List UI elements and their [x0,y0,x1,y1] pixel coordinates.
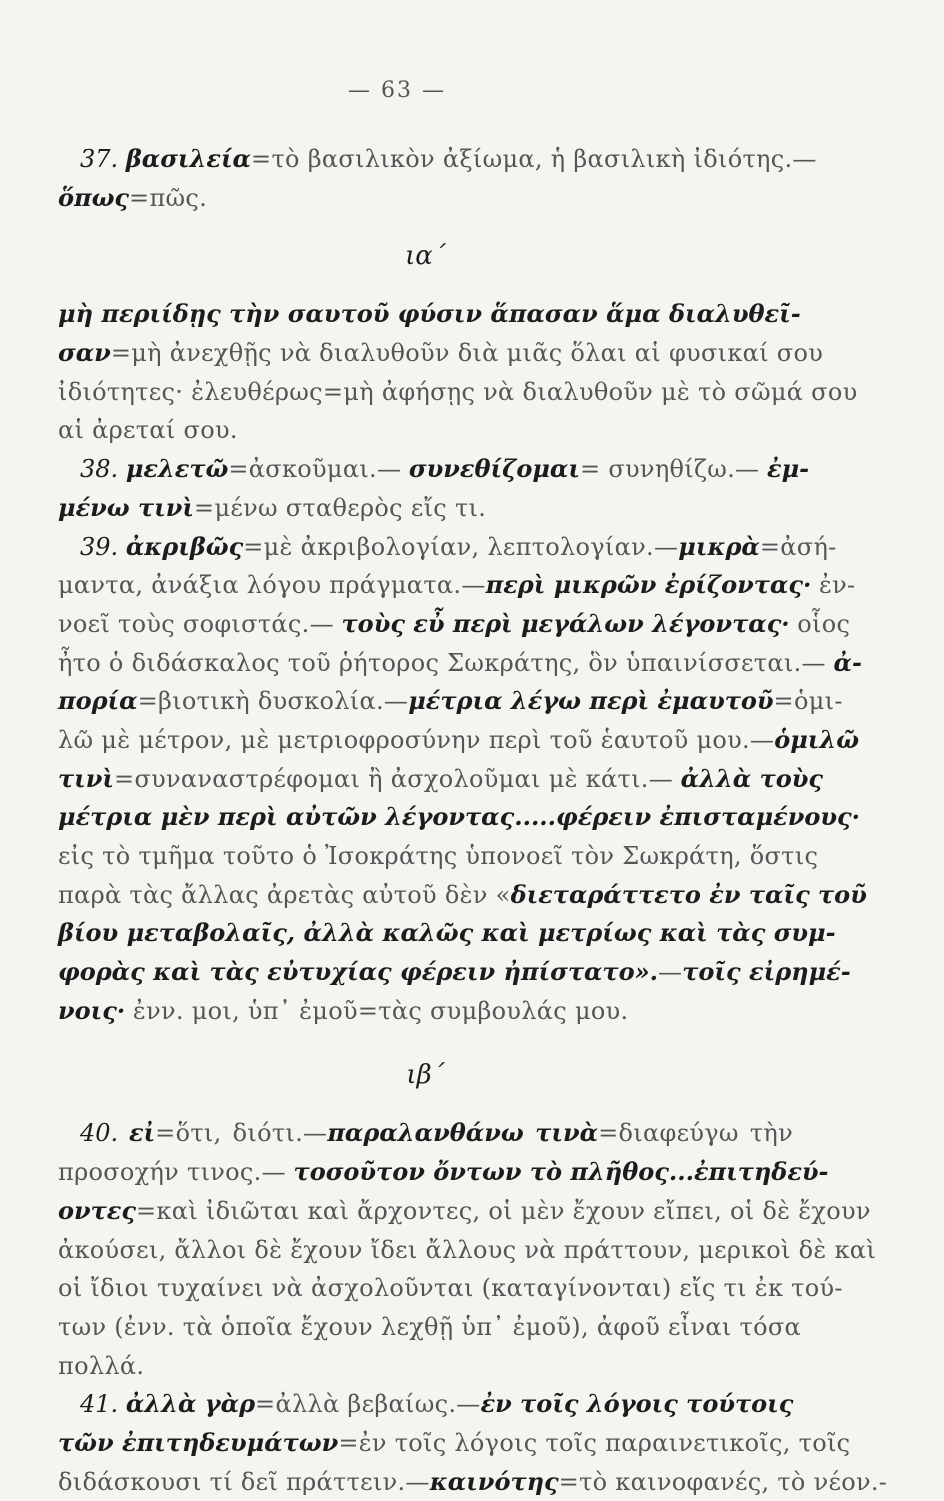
text-line [58,721,860,760]
lemma: εἰ [128,1118,156,1148]
gloss: =μένω σταθερὸς εἴς τι. [194,493,487,522]
lemma: ἐν τοῖς λόγοις τούτοις [480,1389,794,1419]
text-line [58,1153,829,1192]
gloss: οἷος [797,609,851,638]
text-line [58,605,851,644]
lemma: μένω τινὶ [58,492,195,522]
lemma: ἀ- [833,647,862,677]
text-line [58,1192,871,1231]
gloss: =ὁμι- [773,687,843,716]
lemma: τῶν ἐπιτηδευμάτων [58,1427,339,1457]
gloss: λῶ μὲ μέτρον, μὲ μετριοφροσύνην περὶ τοῦ ἑαυτοῦ μου.— [58,725,775,754]
text-line [58,1385,793,1424]
text-line [58,876,867,915]
gloss: αἱ ἀρεταί σου. [58,416,238,445]
text-line [58,295,801,334]
note-number: 38. [80,455,119,484]
text-line [58,682,843,721]
text-line [58,1424,851,1463]
text-line [58,760,824,799]
commentary-text [58,140,888,1501]
text-line [58,953,851,992]
text-line [58,334,824,373]
lemma: τοὺς εὖ περὶ μεγάλων λέγοντας· [341,608,790,638]
gloss: =τὸ βασιλικὸν ἀξίωμα, ἡ βασιλικὴ ἰδιότης.— [251,145,817,173]
lemma: καινότης [429,1466,559,1496]
gloss: των (ἐνν. τὰ ὁποῖα ἔχουν λεχθῇ ὑπ᾽ ἐμοῦ), ἀφοῦ εἶναι τόσα [58,1312,802,1341]
text-line [58,1463,888,1501]
lemma: ἀκριβῶς [125,531,244,561]
text-line [58,837,819,876]
lemma: ὅπως [58,182,130,212]
text-line [58,1347,793,1386]
gloss: =καὶ ἰδιῶται καὶ ἄρχοντες, οἱ μὲν ἔχουν εἴπει, οἱ δὲ ἔχουν [136,1196,871,1225]
text-line [58,528,837,567]
gloss: προσοχήν τινος.— [58,1158,286,1187]
lemma: ἀλλὰ τοὺς [680,763,824,793]
note-number: 37. [80,145,119,173]
gloss: =βιοτικὴ δυσκολία.— [137,687,409,716]
gloss: εἰς τὸ τμῆμα τοῦτο ὁ Ἰσοκράτης ὑπονοεῖ τὸν Σωκράτη, ὅστις [58,842,819,870]
section-heading-ia: ια΄ [405,241,446,272]
lemma: σαν [58,338,111,368]
gloss: ἀκούσει, ἄλλοι δὲ ἔχουν ἴδει ἄλλους νὰ πράττουν, μερικοὶ δὲ καὶ [58,1235,877,1264]
gloss: =συναναστρέφομαι ἢ ἀσχολοῦμαι μὲ κάτι.— [114,764,674,793]
gloss: ἦτο ὁ διδάσκαλος τοῦ ῥήτορος Σωκράτης, ὃν ὑπαινίσσεται.— [58,648,826,677]
gloss: παρὰ τὰς ἄλλας ἀρετὰς αὐτοῦ δὲν « [58,880,511,909]
gloss: =ἀλλὰ βεβαίως.— [255,1390,481,1419]
gloss: =μὲ ἀκριβολογίαν, λεπτολογίαν.— [243,532,679,561]
text-line [58,992,793,1031]
gloss: = συνηθίζω.— [580,455,760,484]
text-line [58,411,793,450]
page-number: — 63 — [348,78,446,103]
gloss: πολλά. [58,1351,145,1380]
gloss: μαντα, ἀνάξια λόγου πράγματα.— [58,571,486,600]
gloss: =ἐν τοῖς λόγοις τοῖς παραινετικοῖς, τοῖς [338,1428,851,1457]
text-line [58,373,858,412]
lemma: φορὰς καὶ τὰς εὐτυχίας φέρειν ἠπίστατο». [58,957,658,987]
gloss: =ἀσή- [759,532,837,561]
lemma: μέτρια λέγω περὶ ἐμαυτοῦ [408,686,774,716]
gloss: νοεῖ τοὺς σοφιστάς.— [58,609,334,638]
text-line [58,140,817,179]
lemma: μελετῶ [125,454,229,484]
note-number: 40. [80,1119,119,1148]
lemma: συνεθίζομαι [408,454,581,484]
gloss: =ἀσκοῦμαι.— [228,455,402,484]
lemma: παραλανθάνω τινὰ [327,1118,599,1148]
lemma: ὁμιλῶ [774,724,860,754]
lemma: τοῖς εἰρημέ- [682,957,851,987]
lemma: οντες [58,1195,137,1225]
lemma: βίου μεταβολαῖς, ἀλλὰ καλῶς καὶ μετρίως καὶ τὰς συμ- [58,918,836,948]
lemma: μὴ περιίδῃς τὴν σαυτοῦ φύσιν ἅπασαν ἅμα διαλυθεῖ- [58,299,801,329]
gloss: =πῶς. [129,183,208,212]
gloss: =ὅτι, διότι.— [155,1119,328,1148]
lemma: τοσοῦτον ὄντων τὸ πλῆθος...ἐπιτηδεύ- [293,1157,829,1187]
text-line [58,489,793,528]
lemma: μέτρια μὲν περὶ αὐτῶν λέγοντας.....φέρειν ἐπισταμένους· [58,802,861,832]
text-line [58,1269,843,1308]
text-line [58,1231,877,1270]
text-line [58,644,862,683]
lemma: διεταράττετο ἐν ταῖς τοῦ [510,879,867,909]
text-line [58,179,793,218]
gloss: =μὴ ἀνεχθῇς νὰ διαλυθοῦν διὰ μιᾶς ὅλαι αἱ φυσικαί σου [110,339,824,368]
gloss: οἱ ἴδιοι τυχαίνει νὰ ἀσχολοῦνται (καταγίνονται) εἴς τι ἐκ τού- [58,1274,843,1303]
text-line [58,1308,802,1347]
lemma: ἐμ- [767,454,810,484]
text-line [58,914,836,953]
lemma: μικρὰ [678,531,760,561]
section-heading-ib: ιβ΄ [406,1060,445,1091]
lemma: ἀλλὰ γὰρ [125,1389,256,1419]
lemma: πορία [58,686,138,716]
lemma: νοις· [58,995,126,1025]
gloss: =τὸ καινοφανές, τὸ νέον.- [558,1467,888,1496]
lemma: βασιλεία [125,144,252,173]
note-number: 41. [80,1390,119,1419]
text-line [58,566,856,605]
text-line [58,1114,793,1153]
gloss: ἰδιότητες· ἐλευθέρως=μὴ ἀφήσῃς νὰ διαλυθοῦν μὲ τὸ σῶμά σου [58,377,858,406]
note-number: 39. [80,532,119,561]
lemma: περὶ μικρῶν ἐρίζοντας· [485,570,812,600]
gloss: ἐν- [818,571,856,600]
text-line [58,450,810,489]
lemma: τινὶ [58,763,115,793]
gloss: — [657,958,683,987]
gloss: ἐνν. μοι, ὑπ᾽ ἐμοῦ=τὰς συμβουλάς μου. [132,996,629,1025]
gloss: =διαφεύγω τὴν [598,1119,793,1148]
text-line [58,798,861,837]
gloss: διδάσκουσι τί δεῖ πράττειν.— [58,1467,430,1496]
